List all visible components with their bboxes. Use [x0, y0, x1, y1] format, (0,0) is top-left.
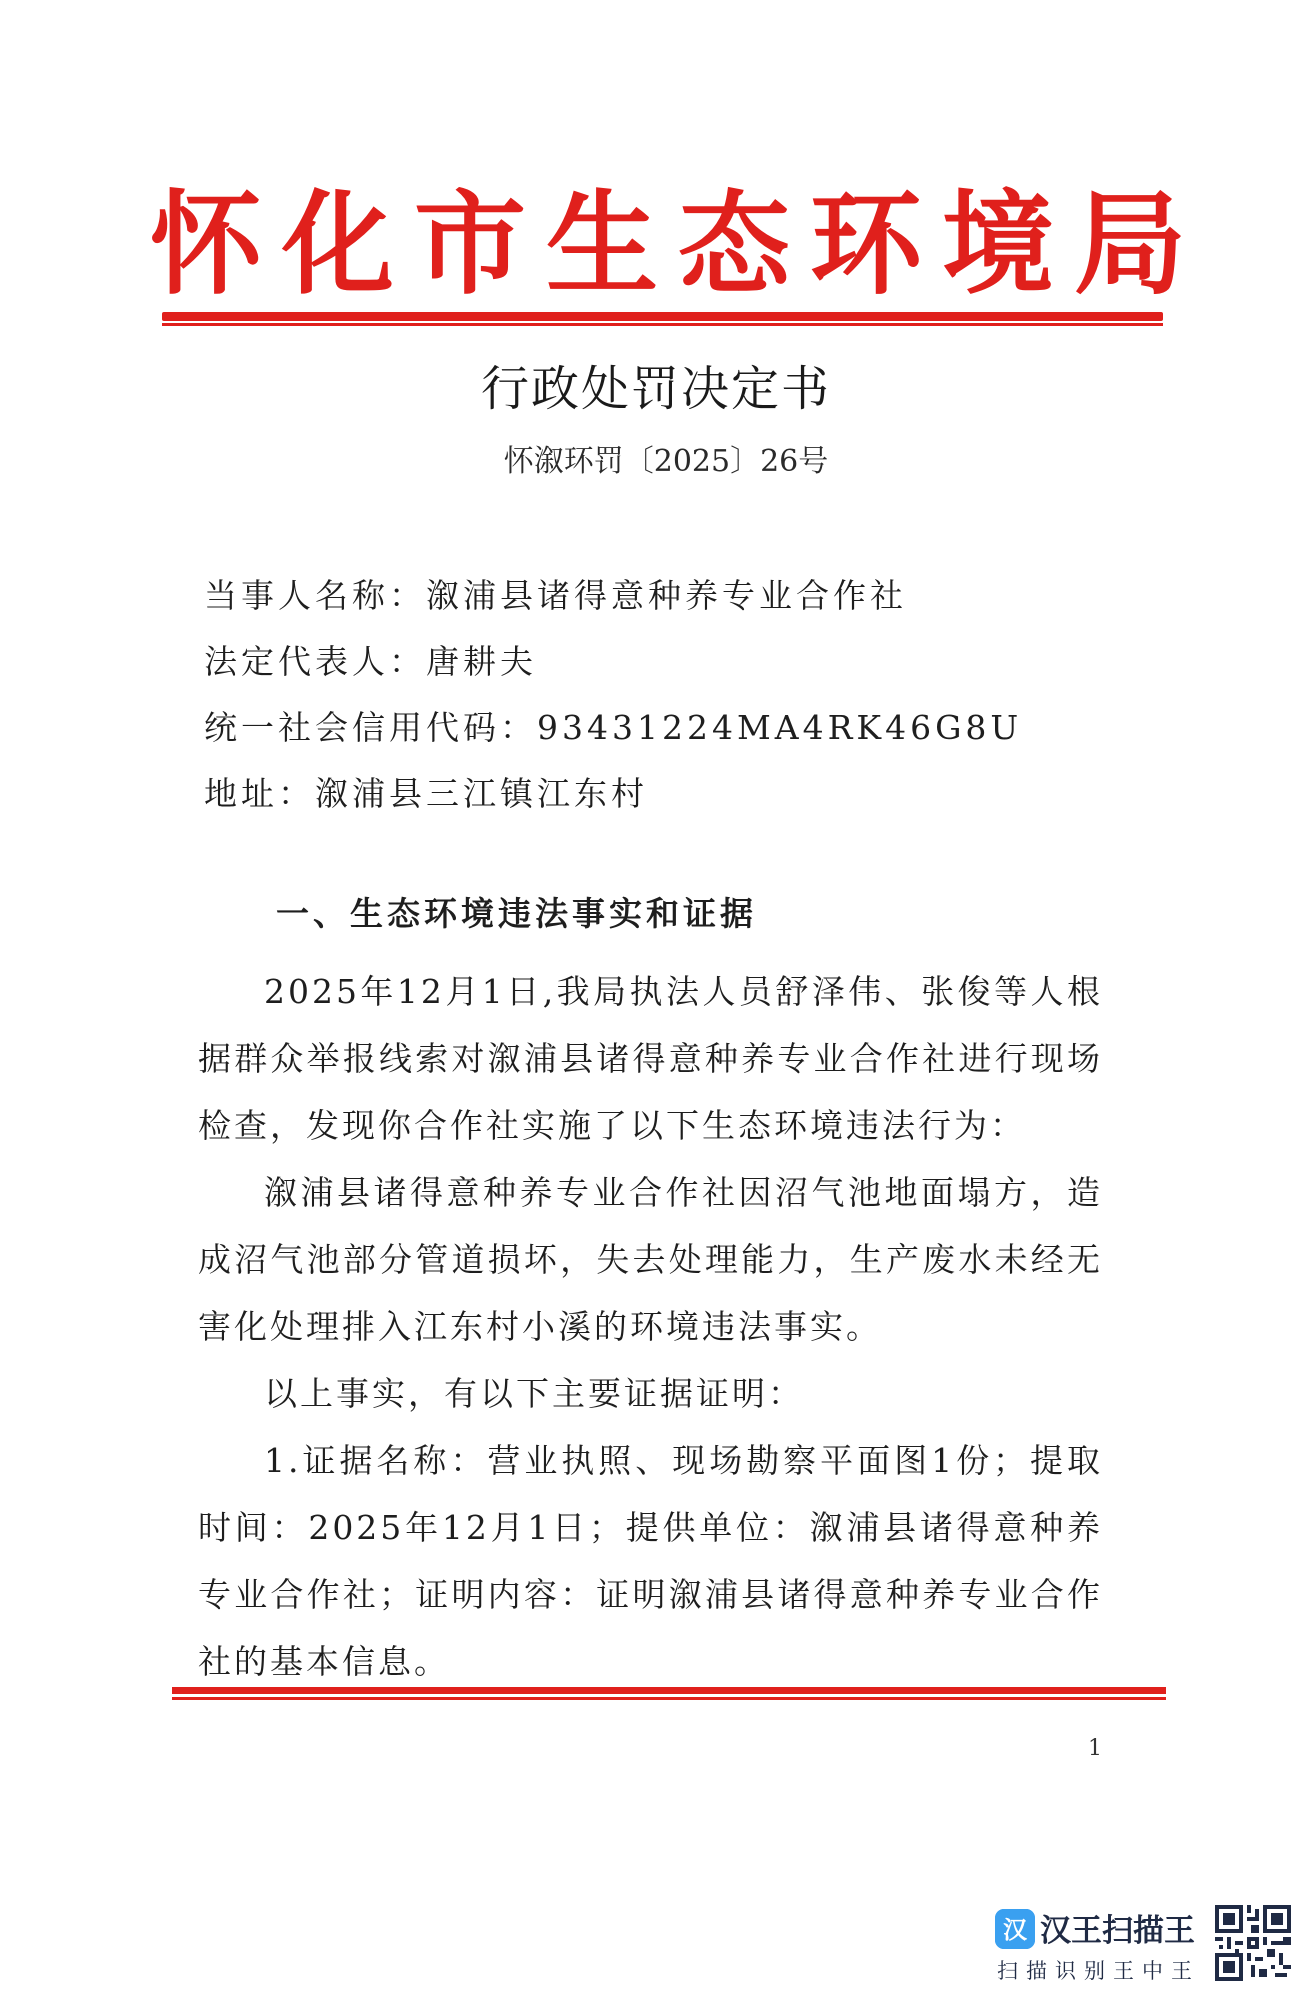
footer-red-rule — [172, 1687, 1166, 1694]
paragraph-evidence-item-1: 1.证据名称：营业执照、现场勘察平面图1份；提取时间：2025年12月1日；提供单位：溆浦县诸得意种养专业合作社；证明内容：证明溆浦县诸得意种养专业合作社的基本信息。 — [198, 1441, 1103, 1681]
paragraph-inspection: 2025年12月1日,我局执法人员舒泽伟、张俊等人根据群众举报线索对溆浦县诸得意种养专业合作社进行现场检查，发现你合作社实施了以下生态环境违法行为： — [198, 972, 1103, 1145]
agency-letterhead-title: 怀化市生态环境局 — [150, 180, 1206, 310]
app-tagline: 扫描识别王中王 — [997, 1959, 1200, 1983]
party-name-line: 当事人名称：溆浦县诸得意种养专业合作社 — [204, 576, 907, 615]
document-title: 行政处罚决定书 — [480, 361, 831, 417]
app-logo-char: 汉 — [1003, 1916, 1027, 1944]
legal-representative-line: 法定代表人：唐耕夫 — [204, 642, 537, 681]
qr-code-icon — [1215, 1905, 1291, 1981]
letterhead-red-rule-thin — [162, 323, 1163, 326]
paragraph-evidence-intro: 以上事实，有以下主要证据证明： — [264, 1374, 804, 1413]
footer-red-rule-thin — [172, 1697, 1166, 1700]
app-logo-icon — [995, 1909, 1035, 1949]
credit-code-line: 统一社会信用代码：93431224MA4RK46G8U — [204, 708, 1023, 747]
paragraph-violation-fact: 溆浦县诸得意种养专业合作社因沼气池地面塌方，造成沼气池部分管道损坏，失去处理能力，生产废水未经无害化处理排入江东村小溪的环境违法事实。 — [198, 1173, 1103, 1346]
page-number: 1 — [1088, 1736, 1102, 1761]
document-number: 怀溆环罚〔2025〕26号 — [503, 444, 829, 479]
app-name: 汉王扫描王 — [1040, 1913, 1195, 1949]
letterhead-red-rule — [162, 312, 1163, 321]
section-heading-violation-facts: 一、生态环境违法事实和证据 — [276, 894, 757, 933]
scanner-watermark — [995, 1905, 1295, 1990]
address-line: 地址：溆浦县三江镇江东村 — [204, 774, 648, 813]
